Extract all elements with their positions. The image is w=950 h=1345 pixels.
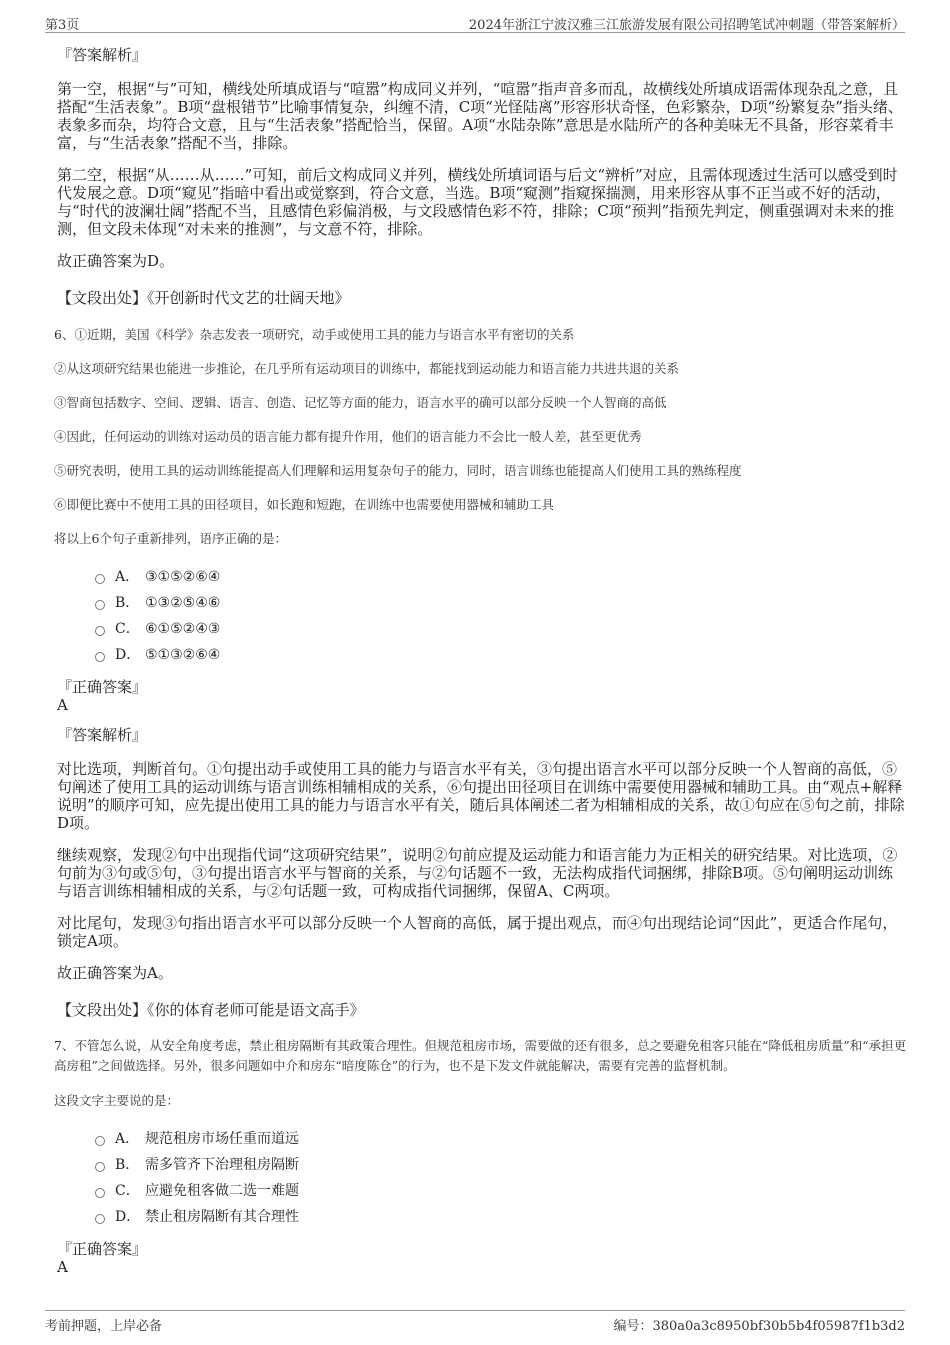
option-d[interactable] [95, 1204, 907, 1230]
question-sentence: 6、①近期，美国《科学》杂志发表一项研究，动手或使用工具的能力与语言水平有密切的关系 [54, 327, 575, 342]
option-text: ⑥①⑤②④③ [145, 621, 221, 637]
correct-answer: A [57, 1258, 68, 1276]
radio-icon[interactable] [95, 1136, 105, 1146]
option-letter: B． [115, 595, 140, 611]
question-sentence: ④因此，任何运动的训练对运动员的语言能力都有提升作用，他们的语言能力不会比一般人差，甚至更优秀 [54, 429, 642, 444]
option-b[interactable] [95, 1152, 907, 1178]
question-prompt: 这段文字主要说的是： [54, 1093, 180, 1108]
analysis-paragraph: 对比选项，判断首句。①句提出动手或使用工具的能力与语言水平有关，③句提出语言水平可以部分反映一个人智商的高低，⑤句阐述了使用工具的运动训练与语言训练相辅相成的关系，⑥句提出田径项目在训练中需要使用器械和辅助工具。由“观点+解释说明”的顺序可知，应先提出使用工具的能力与语言水平有关，随后具体阐述二者为相辅相成的关系，故①句应在⑤句之前，排除D项。 [57, 760, 905, 832]
question-sentence: ③智商包括数字、空间、逻辑、语言、创造、记忆等方面的能力，语言水平的确可以部分反映一个人智商的高低 [54, 395, 667, 410]
analysis-label: 『答案解析』 [57, 726, 148, 744]
question-prompt: 将以上6个句子重新排列，语序正确的是： [54, 531, 287, 546]
source-citation: 【文段出处】《你的体育老师可能是语文高手》 [57, 1001, 365, 1019]
option-c[interactable] [95, 1178, 907, 1204]
page-number: 第3页 [45, 18, 80, 33]
question-7 [54, 1036, 907, 1276]
radio-icon[interactable] [95, 600, 105, 610]
option-a[interactable] [95, 564, 907, 590]
question-sentence: ②从这项研究结果也能进一步推论，在几乎所有运动项目的训练中，都能找到运动能力和语言能力共进共退的关系 [54, 361, 680, 376]
document-content [54, 44, 907, 1286]
option-letter: A． [115, 569, 140, 585]
question-sentence: ⑥即便比赛中不使用工具的田径项目，如长跑和短跑，在训练中也需要使用器械和辅助工具 [54, 497, 555, 512]
option-text: 禁止租房隔断有其合理性 [145, 1209, 299, 1225]
footer-slogan: 考前押题，上岸必备 [45, 1319, 163, 1334]
correct-answer-label: 『正确答案』 [57, 678, 148, 696]
correct-answer-label: 『正确答案』 [57, 1240, 148, 1258]
option-text: 规范租房市场任重而道远 [145, 1131, 299, 1147]
document-title: 2024年浙江宁波汉雅三江旅游发展有限公司招聘笔试冲刺题（带答案解析） [468, 18, 905, 33]
option-b[interactable] [95, 590, 907, 616]
radio-icon[interactable] [95, 574, 105, 584]
option-d[interactable] [95, 642, 907, 668]
page-footer [45, 1310, 905, 1333]
options-list [95, 564, 907, 668]
radio-icon[interactable] [95, 626, 105, 636]
analysis-paragraph: 继续观察，发现②句中出现指代词“这项研究结果”，说明②句前应提及运动能力和语言能力为正相关的研究结果。对比选项，②句前为③句或⑤句，③句提出语言水平与智商的关系，与②句话题不一致，无法构成指代词捆绑，排除B项。⑤句阐明运动训练与语言训练相辅相成的关系，与②句话题一致，可构成指代词捆绑，保留A、C两项。 [57, 846, 898, 900]
analysis-label: 『答案解析』 [57, 46, 148, 64]
question-stem: 7、不管怎么说，从安全角度考虑，禁止租房隔断有其政策合理性。但规范租房市场，需要做的还有很多，总之要避免租客只能在“降低租房质量”和“承担更高房租”之间做选择。另外，很多问题如中介和房东“暗度陈仓”的行为，也不是下发文件就能解决，需要有完善的监督机制。 [54, 1038, 907, 1073]
radio-icon[interactable] [95, 1188, 105, 1198]
option-text: 需多管齐下治理租房隔断 [145, 1157, 299, 1173]
analysis-paragraph: 第一空，根据“与”可知，横线处所填成语与“喧嚣”构成同义并列，“喧嚣”指声音多而乱，故横线处所填成语需体现杂乱之意，且搭配“生活表象”。B项“盘根错节”比喻事情复杂，纠缠不清，C项“光怪陆离”形容形状奇怪，色彩繁杂，D项“纷繁复杂”指头绪、表象多而杂，均符合文意，且与“生活表象”搭配恰当，保留。A项“水陆杂陈”意思是水陆所产的各种美味无不具备，形容菜肴丰富，与“生活表象”搭配不当，排除。 [57, 80, 903, 152]
option-text: ⑤①③②⑥④ [145, 647, 221, 663]
option-letter: C． [115, 1183, 140, 1199]
conclusion: 故正确答案为A。 [57, 964, 173, 982]
option-letter: D． [115, 1209, 141, 1225]
question-6 [54, 326, 907, 1020]
options-list [95, 1126, 907, 1230]
option-c[interactable] [95, 616, 907, 642]
radio-icon[interactable] [95, 1162, 105, 1172]
option-text: ③①⑤②⑥④ [145, 569, 221, 585]
analysis-paragraph: 第二空，根据“从……从……”可知，前后文构成同义并列，横线处所填词语与后文“辨析”对应，且需体现透过生活可以感受到时代发展之意。D项“窥见”指暗中看出或觉察到，符合文意，当选。B项“窥测”指窥探揣测，用来形容从事不正当或不好的活动，与“时代的波澜壮阔”搭配不当，且感情色彩偏消极，与文段感情色彩不符，排除；C项“预判”指预先判定，侧重强调对未来的推测，但文段未体现“对未来的推测”，与文意不符，排除。 [57, 166, 898, 238]
option-letter: C． [115, 621, 140, 637]
option-text: ①③②⑤④⑥ [145, 595, 221, 611]
conclusion: 故正确答案为D。 [57, 252, 175, 270]
option-letter: D． [115, 647, 141, 663]
option-text: 应避免租客做二选一难题 [145, 1183, 299, 1199]
radio-icon[interactable] [95, 1214, 105, 1224]
radio-icon[interactable] [95, 652, 105, 662]
option-letter: A． [115, 1131, 140, 1147]
document-id: 编号：380a0a3c8950bf30b5b4f05987f1b3d2 [613, 1319, 905, 1334]
page-header [45, 12, 905, 33]
correct-answer: A [57, 696, 68, 714]
question-sentence: ⑤研究表明，使用工具的运动训练能提高人们理解和运用复杂句子的能力，同时，语言训练也能提高人们使用工具的熟练程度 [54, 463, 742, 478]
source-citation: 【文段出处】《开创新时代文艺的壮阔天地》 [57, 289, 350, 307]
option-letter: B． [115, 1157, 140, 1173]
analysis-paragraph: 对比尾句，发现③句指出语言水平可以部分反映一个人智商的高低，属于提出观点，而④句出现结论词“因此”，更适合作尾句，锁定A项。 [57, 914, 898, 950]
option-a[interactable] [95, 1126, 907, 1152]
